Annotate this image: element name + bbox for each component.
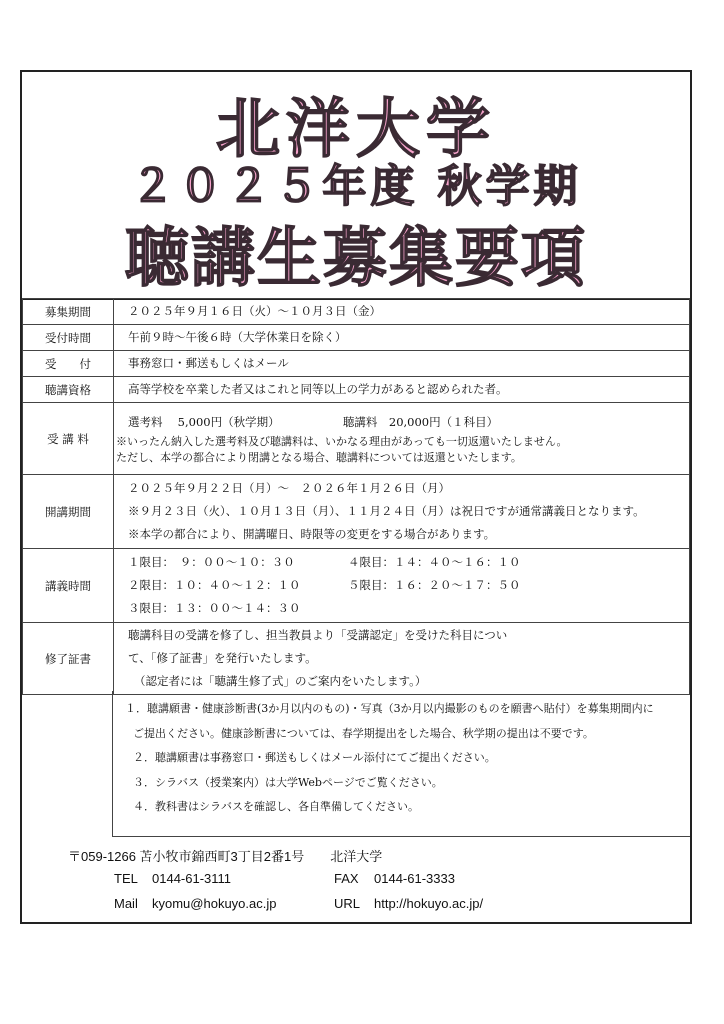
row-period [23, 299, 690, 325]
term-title: ２０２５年度 秋学期 [130, 161, 582, 212]
note-item: ４．教科書はシラバスを確認し、各自準備してください。 [133, 800, 419, 813]
certificate-line-2: て、「修了証書」を発行いたします。 [128, 651, 317, 665]
certificate-line-1: 聴講科目の受講を修了し、担当教員より「受講認定」を受けた科目につい [128, 628, 508, 642]
url-label: URL [334, 896, 361, 911]
term-change-note: ※本学の都合により、開講曜日、時限等の変更をする場合があります。 [128, 527, 496, 541]
row-qualification [23, 377, 690, 403]
note-item: ３．シラバス（授業案内）は大学Webページでご覧ください。 [133, 775, 443, 789]
row-fee [23, 403, 690, 475]
university-title: 北洋大学 [216, 93, 496, 167]
recruitment-title: 聴講生募集要項 [125, 222, 587, 296]
row-term [23, 475, 690, 549]
website-url[interactable]: http://hokuyo.ac.jp/ [374, 896, 484, 911]
postal-address: 〒059-1266 苫小牧市錦西町3丁目2番1号 北洋大学 [68, 849, 383, 864]
period-2: ２限目：１０：４０～１２：１０ [128, 578, 301, 592]
tuition-fee: 聴講料 20,000円（１科目） [342, 415, 499, 429]
label-reception: 受 付 [23, 351, 114, 377]
row-certificate [23, 623, 690, 695]
label-period: 募集期間 [23, 299, 114, 325]
value-reception: 事務窓口・郵送もしくはメール [128, 356, 289, 370]
poster-frame [20, 70, 692, 924]
period-1: １限目： ９：００～１０：３０ [128, 555, 295, 569]
application-notes [112, 691, 690, 837]
tel-number: 0144-61-3111 [152, 871, 232, 886]
mail-address[interactable]: kyomu@hokuyo.ac.jp [152, 896, 277, 911]
term-dates: ２０２５年９月２２日（月）～ ２０２６年１月２６日（月） [128, 481, 450, 495]
value-period: ２０２５年９月１６日（火）～１０月３日（金） [128, 304, 381, 318]
value-qualification: 高等学校を卒業した者又はこれと同等以上の学力があると認められた者。 [128, 382, 508, 396]
fee-note-2: ただし、本学の都合により閉講となる場合、聴講料については返還といたします。 [116, 451, 522, 464]
tel-label: TEL [114, 871, 138, 886]
label-term: 開講期間 [23, 475, 114, 549]
note-item: ２．聴講願書は事務窓口・郵送もしくはメール添付にてご提出ください。 [133, 751, 496, 764]
label-fee: 受 講 料 [23, 403, 114, 475]
selection-fee: 選考料 5,000円（秋学期） [128, 415, 280, 429]
certificate-line-3: （認定者には「聴講生修了式」のご案内をいたします。） [134, 674, 427, 688]
period-5: ５限目：１６：２０～１７：５０ [348, 578, 521, 592]
label-certificate: 修了証書 [23, 623, 114, 695]
row-reception [23, 351, 690, 377]
title-header [22, 72, 690, 300]
note-item: １．聴講願書・健康診断書(3か月以内のもの)・写真（3か月以内撮影のものを願書へ貼付）を募集期間内に [125, 702, 654, 715]
info-table [22, 298, 690, 695]
label-qualification: 聴講資格 [23, 377, 114, 403]
period-4: ４限目：１４：４０～１６：１０ [348, 555, 521, 569]
contact-footer [22, 838, 690, 924]
fee-note-1: ※いったん納入した選考料及び聴講料は、いかなる理由があっても一切返還いたしません。 [116, 435, 568, 448]
value-hours: 午前９時～午後６時（大学休業日を除く） [128, 330, 347, 344]
term-holiday-note: ※９月２３日（火）、１０月１３日（月）、１１月２４日（月）は祝日ですが通常講義日となります。 [128, 504, 645, 518]
label-hours: 受付時間 [23, 325, 114, 351]
row-periods [23, 549, 690, 623]
mail-label: Mail [114, 896, 138, 911]
note-item: ご提出ください。健康診断書については、春学期提出をした場合、秋学期の提出は不要です。 [133, 726, 594, 740]
fax-label: FAX [334, 871, 359, 886]
row-hours [23, 325, 690, 351]
fax-number: 0144-61-3333 [374, 871, 455, 886]
period-3: ３限目：１３：００～１４：３０ [128, 601, 301, 615]
label-periods: 講義時間 [23, 549, 114, 623]
